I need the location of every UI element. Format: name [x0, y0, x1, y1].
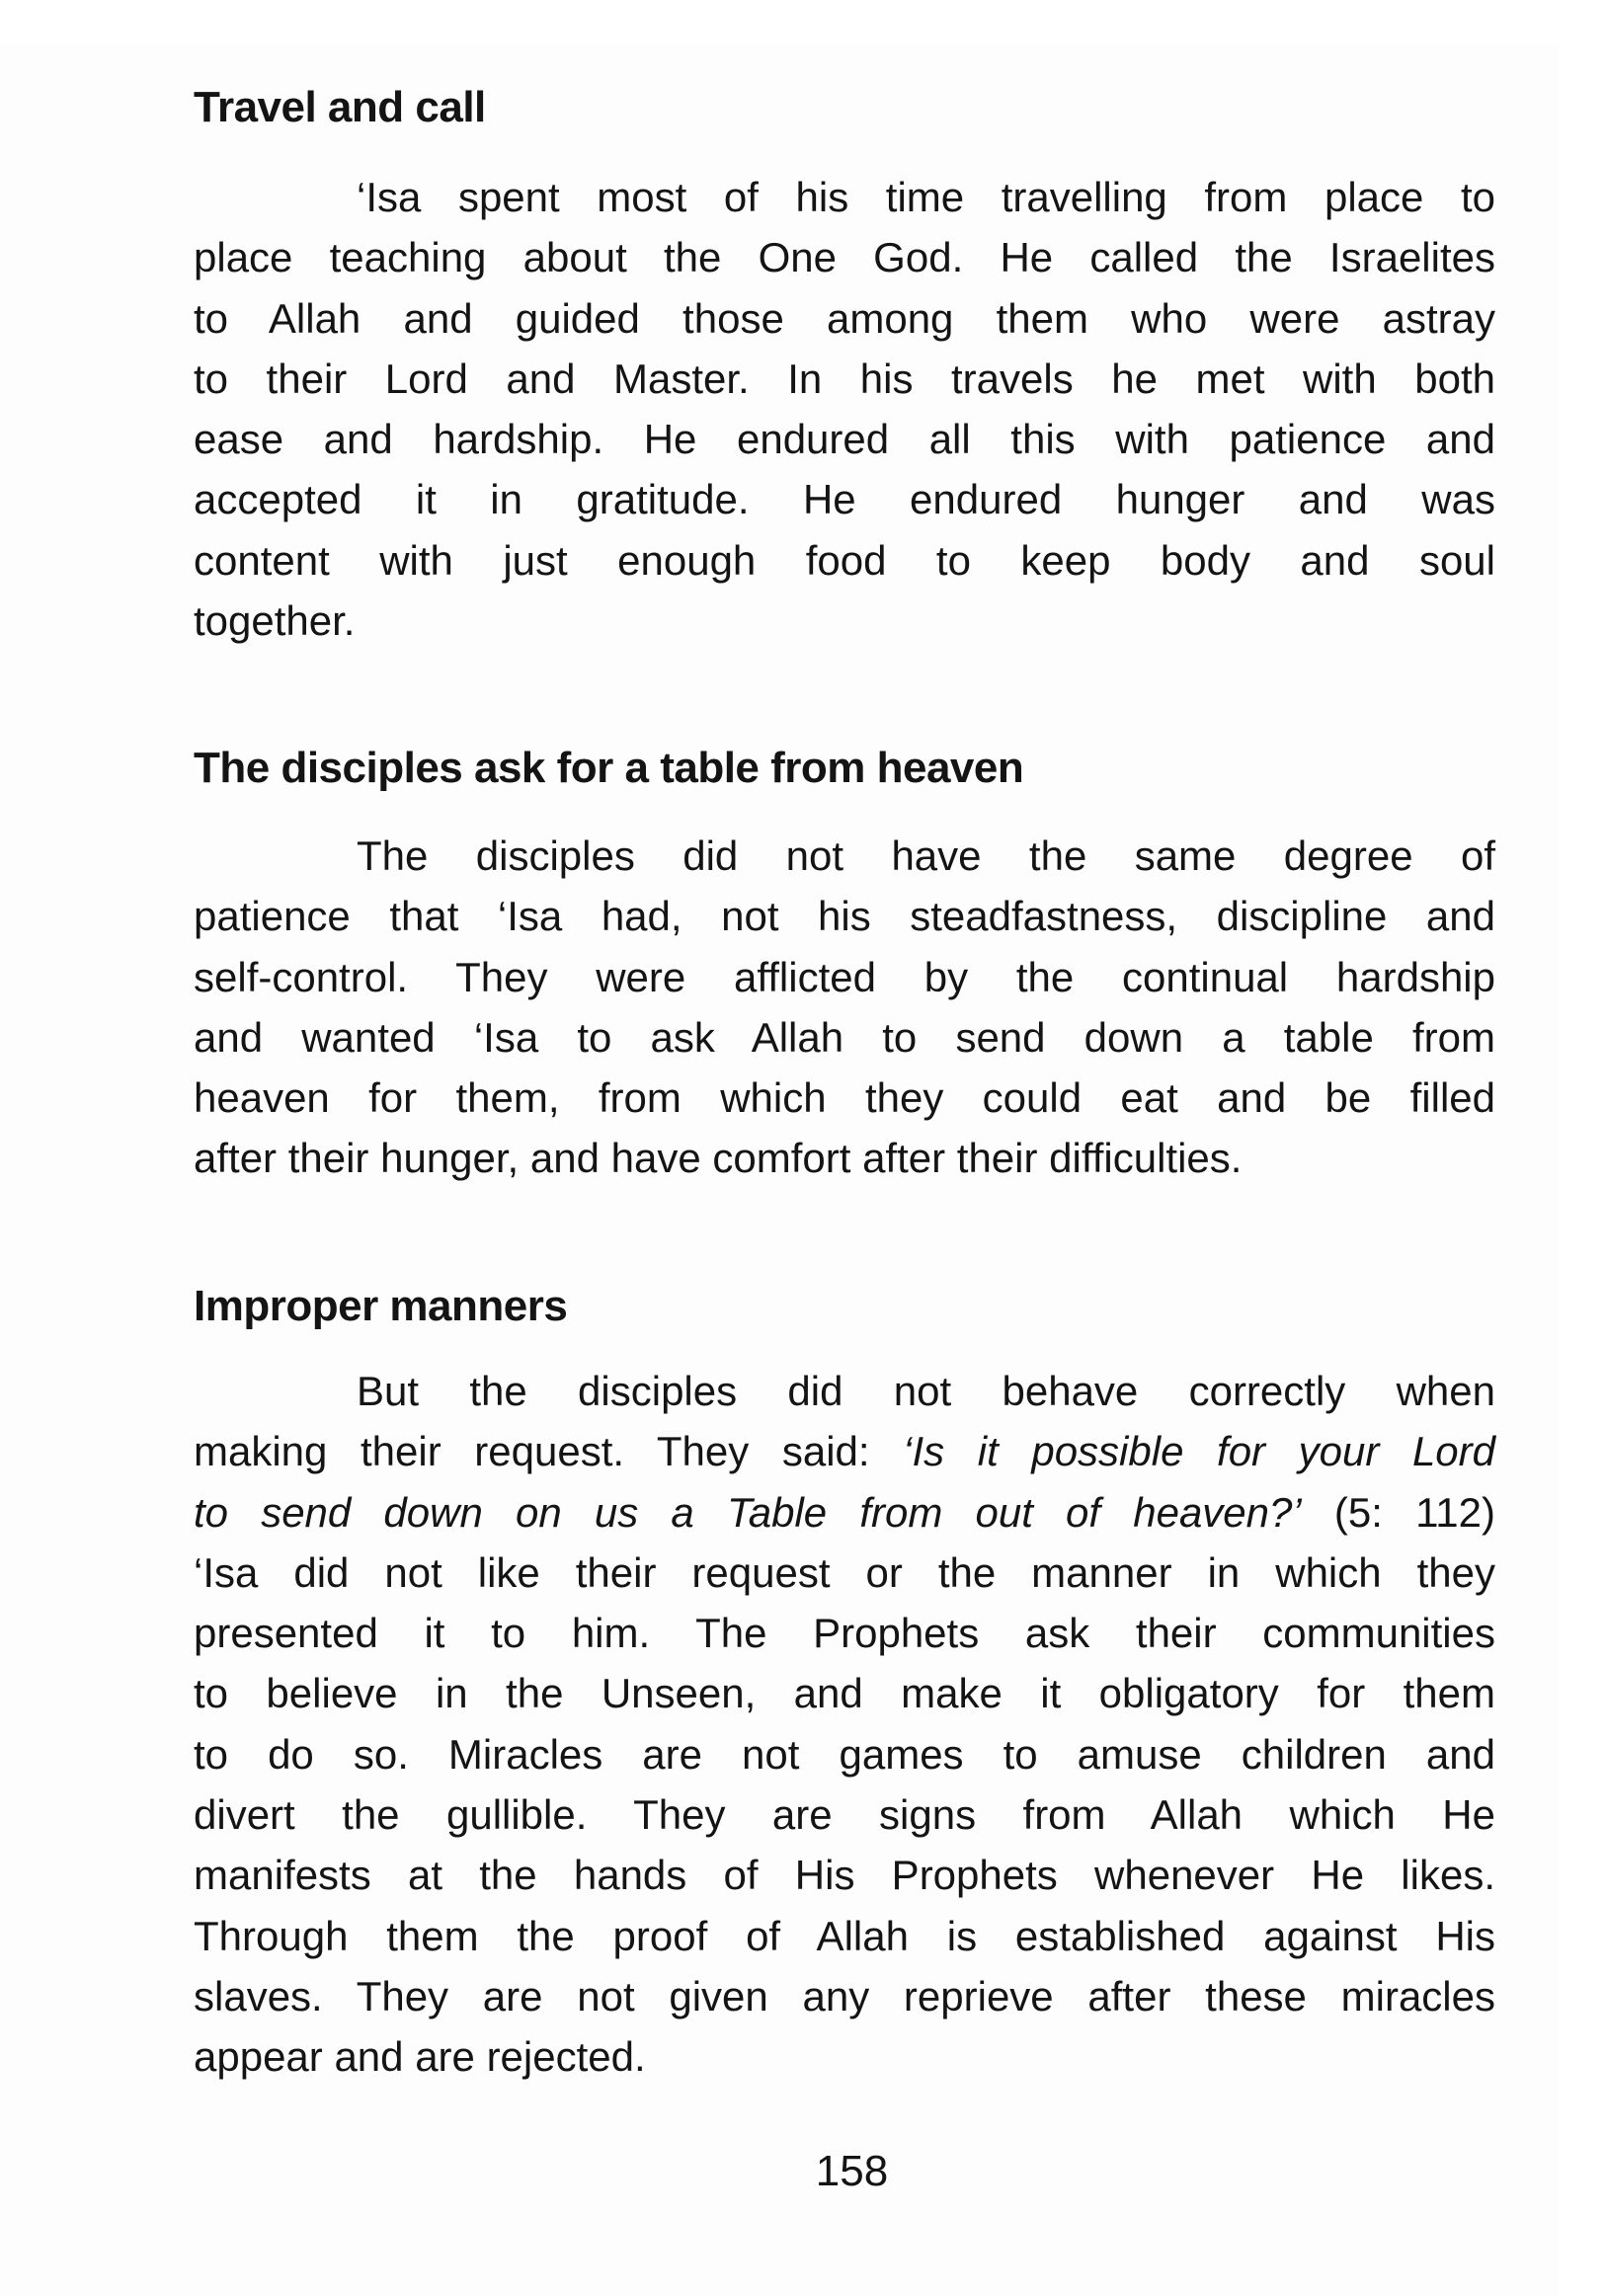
text-line: self-control. They were afflicted by the continual hardship [194, 953, 1495, 1000]
text-line: patience that ‘Isa had, not his steadfastness, discipline and [194, 893, 1495, 940]
quote-text: ‘Is it possible for your Lord [903, 1428, 1496, 1475]
text-line: ‘Isa did not like their request or the manner in which they [194, 1548, 1495, 1596]
text-line: to believe in the Unseen, and make it obligatory for them [194, 1670, 1495, 1717]
text-segment: making their request. They said: [194, 1428, 904, 1475]
text-line: content with just enough food to keep body and soul [194, 536, 1495, 584]
text-line: Through them the proof of Allah is established against His [194, 1912, 1495, 1959]
text-line [194, 1482, 1495, 1543]
quote-text: to send down on us a Table from out of heaven?’ [194, 1488, 1302, 1536]
section-heading: Improper manners [194, 1282, 568, 1330]
text-line: place teaching about the One God. He called the Israelites [194, 234, 1495, 281]
text-line: divert the gullible. They are signs from Allah which He [194, 1791, 1495, 1839]
text-line: slaves. They are not given any reprieve after these miracles [194, 1972, 1495, 2019]
text-line: to their Lord and Master. In his travels he met with both [194, 355, 1495, 402]
text-line: to do so. Miracles are not games to amuse children and [194, 1730, 1495, 1778]
text-line: heaven for them, from which they could eat and be filled [194, 1074, 1495, 1122]
text-line: accepted it in gratitude. He endured hunger and was [194, 476, 1495, 523]
text-line: manifests at the hands of His Prophets whenever He likes. [194, 1852, 1495, 1899]
text-line: together. [194, 597, 356, 645]
text-line: presented it to him. The Prophets ask their communities [194, 1610, 1495, 1657]
text-segment: (5: 112) [1301, 1488, 1496, 1536]
paragraph [194, 826, 1495, 1189]
text-line: ease and hardship. He endured all this with patience and [194, 416, 1495, 463]
text-line: The disciples did not have the same degree of [357, 832, 1495, 879]
text-line: after their hunger, and have comfort after their difficulties. [194, 1135, 1243, 1182]
text-line: to Allah and guided those among them who were astray [194, 294, 1495, 342]
text-line [194, 1421, 1495, 1481]
text-line: ‘Isa spent most of his time travelling from place to [357, 174, 1495, 220]
paragraph [194, 1361, 1495, 2088]
section-heading: The disciples ask for a table from heaven [194, 744, 1024, 792]
text-line: and wanted ‘Isa to ask Allah to send down a table from [194, 1013, 1495, 1061]
text-line: appear and are rejected. [194, 2033, 646, 2081]
paragraph [194, 167, 1495, 651]
text-line: But the disciples did not behave correctly when [357, 1368, 1495, 1414]
page-number: 158 [815, 2147, 889, 2195]
section-heading: Travel and call [194, 83, 486, 131]
